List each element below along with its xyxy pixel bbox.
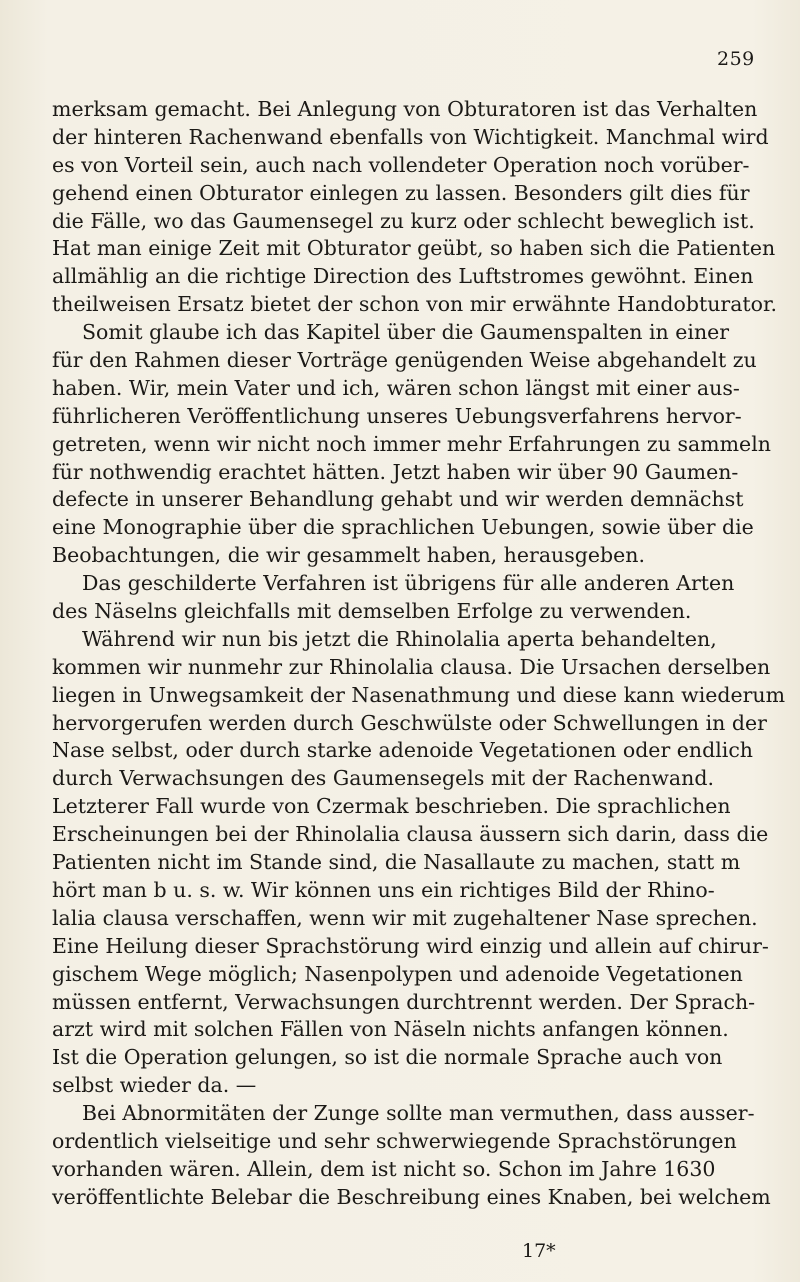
text-line: getreten, wenn wir nicht noch immer mehr Erfahrungen zu sammeln [52,431,771,456]
text-line: müssen entfernt, Verwachsungen durchtrennt werden. Der Sprach- [52,989,756,1014]
text-line: Das geschilderte Verfahren ist übrigens für alle anderen Arten [82,571,735,596]
text-line: durch Verwachsungen des Gaumensegels mit der Rachenwand. [52,766,714,791]
text-line: selbst wieder da. — [52,1073,257,1098]
text-line: gischem Wege möglich; Nasenpolypen und adenoide Vegetationen [52,961,743,986]
text-line: gehend einen Obturator einlegen zu lassen. Besonders gilt dies für [52,180,750,205]
text-line: liegen in Unwegsamkeit der Nasenathmung und diese kann wiederum [52,682,786,707]
text-line: ordentlich vielseitige und sehr schwerwiegende Sprachstörungen [52,1128,737,1153]
text-line: theilweisen Ersatz bietet der schon von mir erwähnte Handobturator. [52,292,778,317]
text-line: Erscheinungen bei der Rhinolalia clausa äussern sich darin, dass die [52,822,769,847]
text-line: eine Monographie über die sprachlichen Uebungen, sowie über die [52,515,754,540]
text-line: Während wir nun bis jetzt die Rhinolalia aperta behandelten, [82,626,717,651]
text-line: lalia clausa verschaffen, wenn wir mit zugehaltener Nase sprechen. [52,905,758,930]
text-line: hervorgerufen werden durch Geschwülste oder Schwellungen in der [52,710,767,735]
text-line: Somit glaube ich das Kapitel über die Gaumenspalten in einer [82,320,730,345]
text-line: Letzterer Fall wurde von Czermak beschrieben. Die sprachlichen [52,794,731,819]
text-line: haben. Wir, mein Vater und ich, wären schon längst mit einer aus- [52,375,740,400]
text-line: es von Vorteil sein, auch nach vollendeter Operation noch vorüber- [52,152,750,177]
signature-mark: 17* [522,1240,556,1262]
text-line: arzt wird mit solchen Fällen von Näseln nichts anfangen können. [52,1017,729,1042]
text-line: Nase selbst, oder durch starke adenoide Vegetationen oder endlich [52,738,754,763]
text-line: Ist die Operation gelungen, so ist die normale Sprache auch von [52,1045,723,1070]
text-line: hört man b u. s. w. Wir können uns ein richtiges Bild der Rhino- [52,877,715,902]
text-line: der hinteren Rachenwand ebenfalls von Wichtigkeit. Manchmal wird [52,124,769,149]
text-line: Patienten nicht im Stande sind, die Nasallaute zu machen, statt m [52,850,741,875]
text-line: allmählig an die richtige Direction des Luftstromes gewöhnt. Einen [52,264,754,289]
text-line: defecte in unserer Behandlung gehabt und wir werden demnächst [52,487,744,512]
page-number: 259 [717,48,755,70]
text-line: die Fälle, wo das Gaumensegel zu kurz oder schlecht beweglich ist. [52,208,755,233]
text-line: veröffentlichte Belebar die Beschreibung eines Knaben, bei welchem [52,1184,771,1209]
text-line: für den Rahmen dieser Vorträge genügenden Weise abgehandelt zu [52,348,757,373]
text-line: des Näselns gleichfalls mit demselben Erfolge zu verwenden. [52,599,692,624]
text-line: merksam gemacht. Bei Anlegung von Obturatoren ist das Verhalten [52,97,758,121]
body-text [52,96,786,1212]
text-line: führlicheren Veröffentlichung unseres Uebungsverfahrens hervor- [52,403,742,428]
text-line: Bei Abnormitäten der Zunge sollte man vermuthen, dass ausser- [82,1101,755,1126]
text-line: Eine Heilung dieser Sprachstörung wird einzig und allein auf chirur- [52,933,769,958]
text-line: vorhanden wären. Allein, dem ist nicht so. Schon im Jahre 1630 [52,1156,716,1181]
text-line: für nothwendig erachtet hätten. Jetzt haben wir über 90 Gaumen- [52,459,739,484]
text-line: Hat man einige Zeit mit Obturator geübt, so haben sich die Patienten [52,236,776,261]
text-line: kommen wir nunmehr zur Rhinolalia clausa. Die Ursachen derselben [52,654,771,679]
text-line: Beobachtungen, die wir gesammelt haben, herausgeben. [52,543,645,568]
